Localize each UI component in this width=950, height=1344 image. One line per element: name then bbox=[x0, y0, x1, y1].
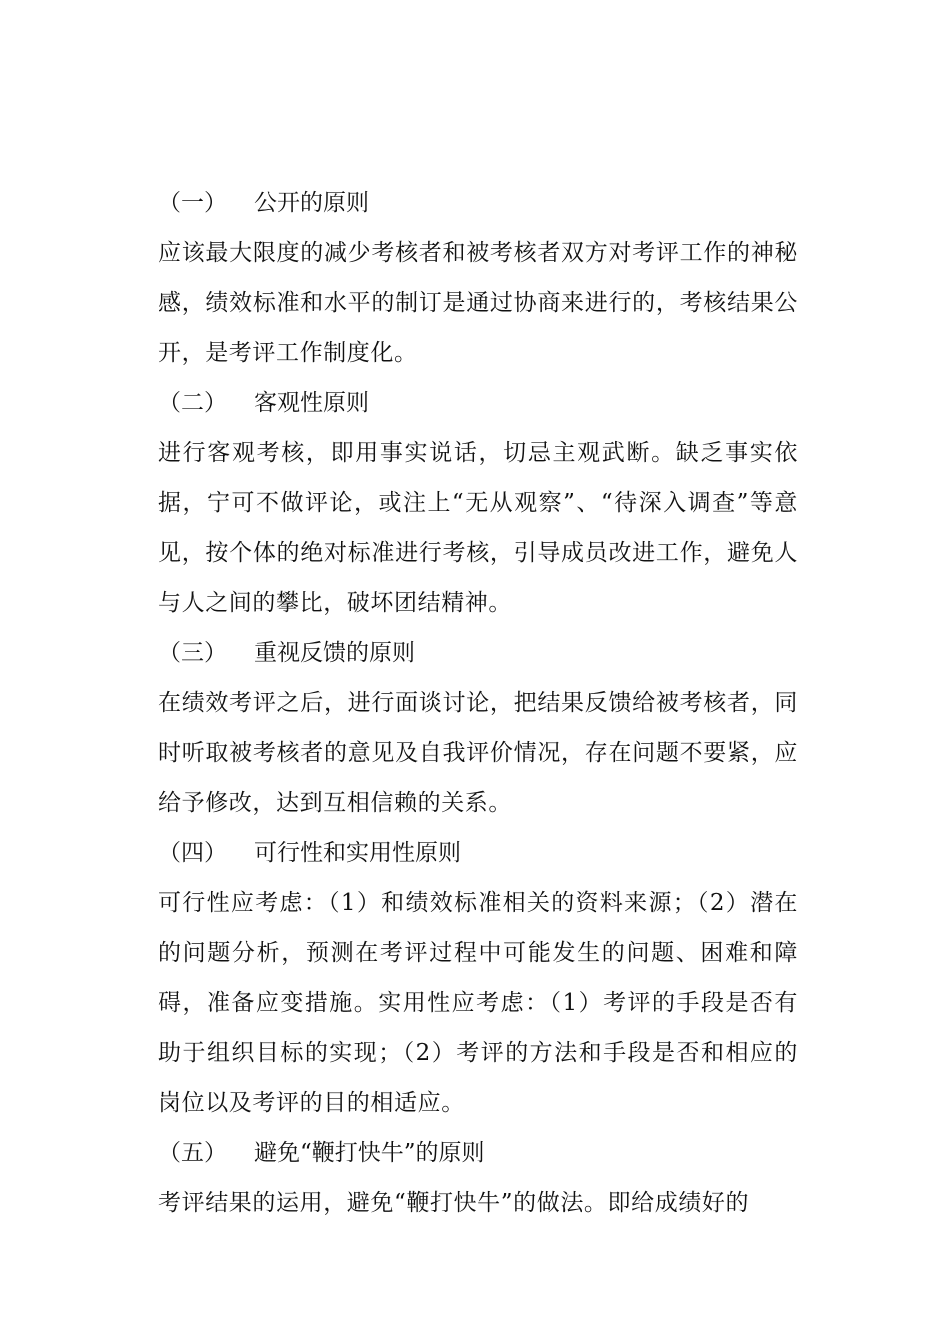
section-3-heading bbox=[158, 628, 798, 678]
section-5-heading bbox=[158, 1128, 798, 1178]
section-5-body: 考评结果的运用，避免“鞭打快牛”的做法。即给成绩好的 bbox=[158, 1190, 750, 1216]
section-3-body: 在绩效考评之后，进行面谈讨论，把结果反馈给被考核者，同时听取被考核者的意见及自我评价情况，存在问题不要紧，应给予修改，达到互相信赖的关系。 bbox=[158, 690, 798, 816]
section-4-number: （四） bbox=[158, 840, 227, 866]
section-4-body: 可行性应考虑：（1）和绩效标准相关的资料来源；（2）潜在的问题分析，预测在考评过程中可能发生的问题、困难和障碍，准备应变措施。实用性应考虑：（1）考评的手段是否有助于组织目标的实现；（2）考评的方法和手段是否和相应的岗位以及考评的目的相适应。 bbox=[158, 890, 798, 1116]
section-2-number: （二） bbox=[158, 390, 227, 416]
section-2-title: 客观性原则 bbox=[254, 390, 369, 416]
section-3-title: 重视反馈的原则 bbox=[254, 640, 415, 666]
document-page bbox=[158, 178, 798, 1228]
section-2-heading bbox=[158, 378, 798, 428]
section-5-title: 避免“鞭打快牛”的原则 bbox=[254, 1140, 485, 1166]
section-1-body: 应该最大限度的减少考核者和被考核者双方对考评工作的神秘感，绩效标准和水平的制订是通过协商来进行的，考核结果公开，是考评工作制度化。 bbox=[158, 240, 798, 366]
section-2-body: 进行客观考核，即用事实说话，切忌主观武断。缺乏事实依据，宁可不做评论，或注上“无从观察”、“待深入调查”等意见，按个体的绝对标准进行考核，引导成员改进工作，避免人与人之间的攀比，破坏团结精神。 bbox=[158, 440, 798, 616]
section-4-title: 可行性和实用性原则 bbox=[254, 840, 461, 866]
section-3-number: （三） bbox=[158, 640, 227, 666]
section-1-title: 公开的原则 bbox=[254, 190, 369, 216]
section-1-number: （一） bbox=[158, 190, 227, 216]
section-4-heading bbox=[158, 828, 798, 878]
section-1-heading bbox=[158, 178, 798, 228]
section-5-number: （五） bbox=[158, 1140, 227, 1166]
